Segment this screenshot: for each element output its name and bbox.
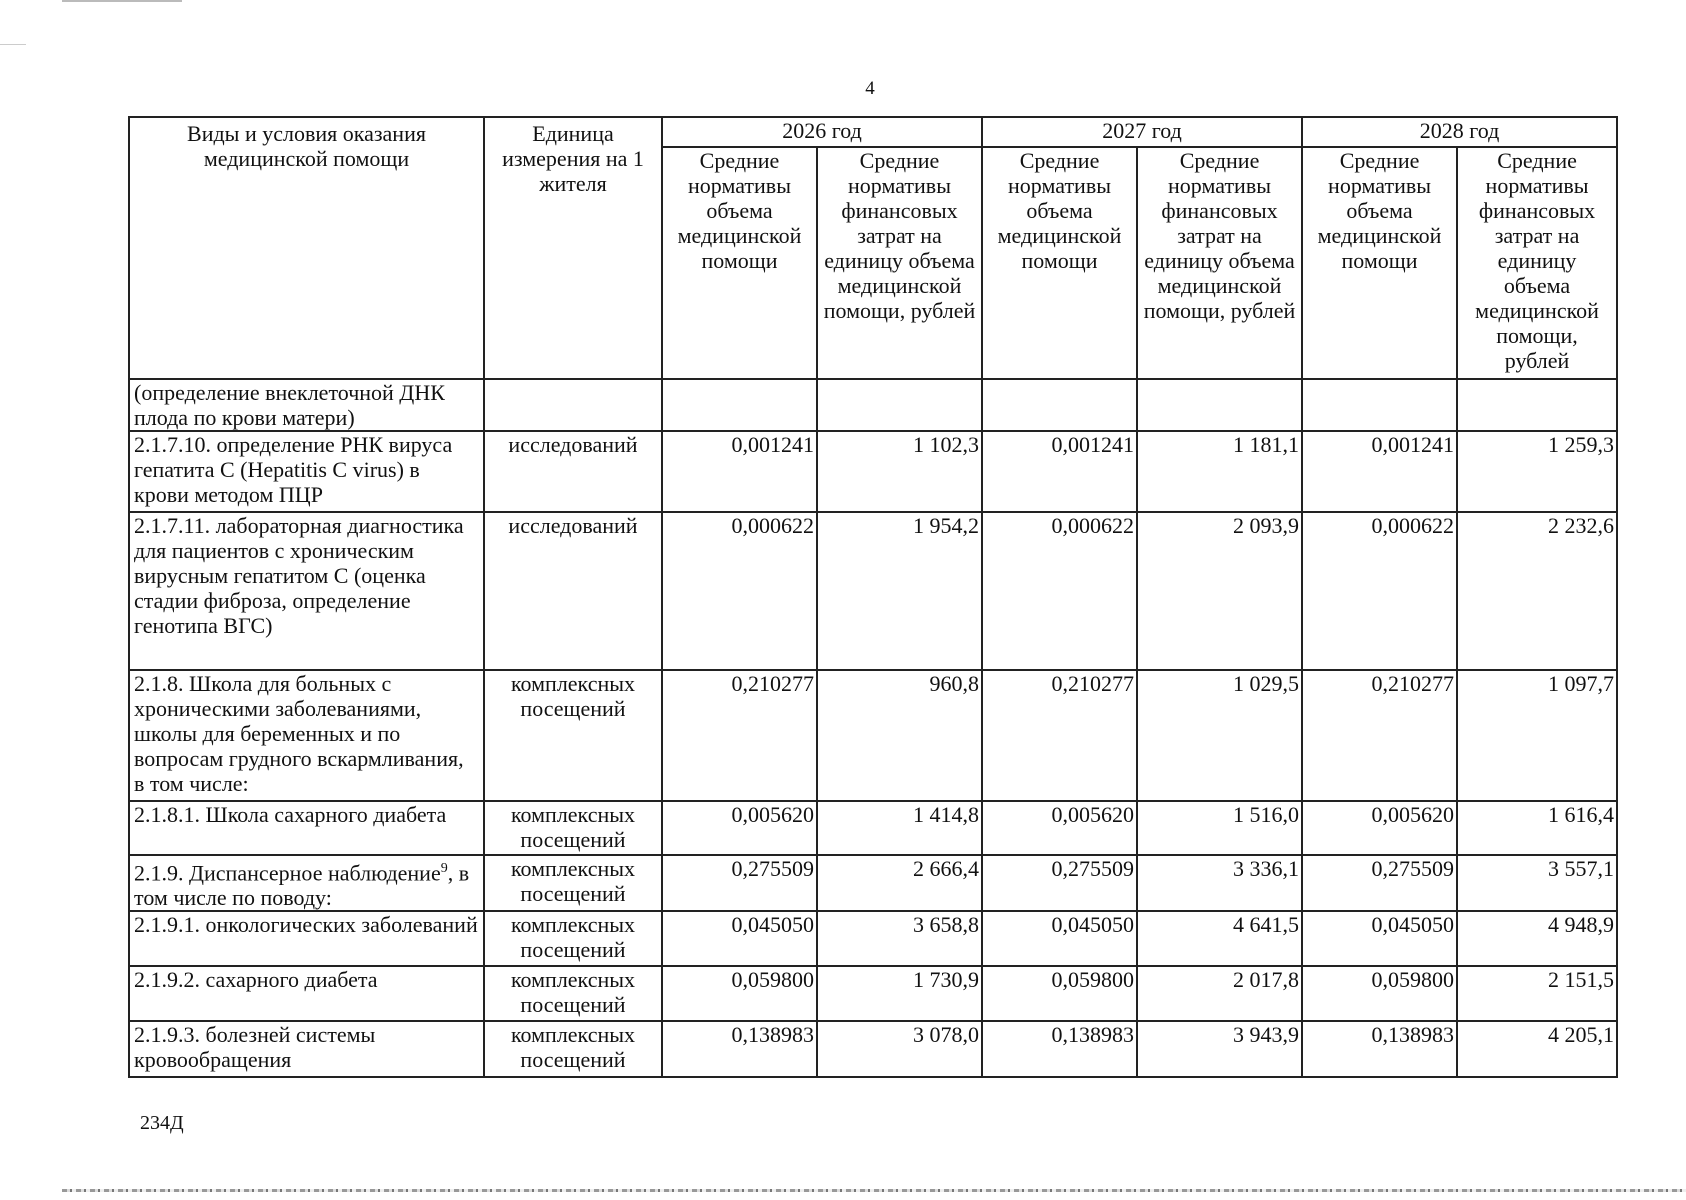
row-unit: исследований [484, 512, 662, 670]
cell-c2026: 1 954,2 [817, 512, 982, 670]
row-name-text: 2.1.8. Школа для больных с хроническими заболеваниями, школы для беременных и по вопросам грудного вскармливания, в том числе: [134, 671, 464, 796]
cell-v2028: 0,000622 [1302, 512, 1457, 670]
cell-v2028: 0,275509 [1302, 855, 1457, 911]
header-row-years [129, 117, 1617, 147]
cell-v2026: 0,045050 [662, 911, 817, 966]
row-name [129, 801, 484, 855]
cell-v2026: 0,005620 [662, 801, 817, 855]
cell-c2026: 1 102,3 [817, 431, 982, 512]
cell-v2028 [1302, 379, 1457, 431]
row-name [129, 379, 484, 431]
row-unit: комплексных посещений [484, 1021, 662, 1077]
row-unit: комплексных посещений [484, 670, 662, 801]
cell-c2026: 960,8 [817, 670, 982, 801]
cell-c2027: 1 516,0 [1137, 801, 1302, 855]
table-row [129, 512, 1617, 670]
row-name [129, 1021, 484, 1077]
cell-c2027 [1137, 379, 1302, 431]
cell-c2028: 3 557,1 [1457, 855, 1617, 911]
table-row [129, 431, 1617, 512]
scan-left-tick [0, 44, 26, 45]
cell-v2027 [982, 379, 1137, 431]
header-unit: Единица измерения на 1 жителя [484, 117, 662, 379]
cell-c2028: 4 205,1 [1457, 1021, 1617, 1077]
cell-v2028: 0,001241 [1302, 431, 1457, 512]
row-name [129, 431, 484, 512]
scan-top-rule [62, 0, 182, 2]
cell-c2026: 1 730,9 [817, 966, 982, 1021]
page-number: 4 [865, 78, 875, 99]
cell-v2027: 0,001241 [982, 431, 1137, 512]
row-name-text: 2.1.9. Диспансерное наблюдение [134, 860, 441, 886]
cell-c2027: 4 641,5 [1137, 911, 1302, 966]
cell-c2026: 2 666,4 [817, 855, 982, 911]
row-unit: комплексных посещений [484, 801, 662, 855]
header-cost-2026: Средние нормативы финансовых затрат на единицу объема медицинской помощи, рублей [817, 147, 982, 379]
cell-c2026: 3 078,0 [817, 1021, 982, 1077]
cell-c2028: 2 151,5 [1457, 966, 1617, 1021]
cell-v2027: 0,275509 [982, 855, 1137, 911]
header-year-2026: 2026 год [662, 117, 982, 147]
cell-v2027: 0,059800 [982, 966, 1137, 1021]
row-unit: комплексных посещений [484, 966, 662, 1021]
cell-c2028: 1 259,3 [1457, 431, 1617, 512]
table-row [129, 1021, 1617, 1077]
row-name-text: 2.1.9.2. сахарного диабета [134, 967, 378, 993]
normatives-table [128, 116, 1618, 1078]
table-row [129, 801, 1617, 855]
cell-c2028: 4 948,9 [1457, 911, 1617, 966]
header-cost-2027: Средние нормативы финансовых затрат на единицу объема медицинской помощи, рублей [1137, 147, 1302, 379]
cell-c2026: 3 658,8 [817, 911, 982, 966]
header-volume-2026: Средние нормативы объема медицинской помощи [662, 147, 817, 379]
table-row [129, 670, 1617, 801]
row-name-text: 2.1.9.3. болезней системы кровообращения [134, 1022, 376, 1073]
cell-v2028: 0,005620 [1302, 801, 1457, 855]
cell-c2028: 1 097,7 [1457, 670, 1617, 801]
row-unit: комплексных посещений [484, 911, 662, 966]
row-name-text: 2.1.8.1. Школа сахарного диабета [134, 802, 447, 827]
cell-v2026: 0,275509 [662, 855, 817, 911]
row-name [129, 966, 484, 1021]
cell-v2027: 0,045050 [982, 911, 1137, 966]
table-row [129, 966, 1617, 1021]
cell-v2026: 0,138983 [662, 1021, 817, 1077]
cell-v2028: 0,210277 [1302, 670, 1457, 801]
cell-c2027: 3 943,9 [1137, 1021, 1302, 1077]
row-unit [484, 379, 662, 431]
cell-v2026: 0,001241 [662, 431, 817, 512]
cell-c2027: 2 093,9 [1137, 512, 1302, 670]
row-name-text: 2.1.7.11. лабораторная диагностика для пациентов с хроническим вирусным гепатитом С (оценка стадии фиброза, определение генотипа ВГС) [134, 513, 464, 638]
cell-c2027: 1 181,1 [1137, 431, 1302, 512]
row-name-text: 2.1.9.1. онкологических заболеваний [134, 912, 478, 938]
header-year-2027: 2027 год [982, 117, 1302, 147]
footnote-ref: 9 [440, 861, 448, 876]
row-name [129, 670, 484, 801]
footer-code: 234Д [140, 1112, 184, 1134]
cell-v2027: 0,210277 [982, 670, 1137, 801]
cell-c2026: 1 414,8 [817, 801, 982, 855]
cell-c2028 [1457, 379, 1617, 431]
header-cost-2028: Средние нормативы финансовых затрат на единицу объема медицинской помощи, рублей [1457, 147, 1617, 379]
row-name [129, 911, 484, 966]
cell-v2026 [662, 379, 817, 431]
table-row [129, 855, 1617, 911]
cell-c2027: 1 029,5 [1137, 670, 1302, 801]
cell-v2026: 0,059800 [662, 966, 817, 1021]
cell-v2028: 0,045050 [1302, 911, 1457, 966]
cell-v2027: 0,005620 [982, 801, 1137, 855]
scan-bottom-rule [62, 1189, 1686, 1192]
row-name [129, 855, 484, 911]
cell-v2026: 0,000622 [662, 512, 817, 670]
cell-v2027: 0,000622 [982, 512, 1137, 670]
cell-v2026: 0,210277 [662, 670, 817, 801]
row-name-text: 2.1.7.10. определение РНК вируса гепатита С (Hepatitis C virus) в крови методом ПЦР [134, 432, 453, 507]
cell-c2027: 3 336,1 [1137, 855, 1302, 911]
row-unit: исследований [484, 431, 662, 512]
header-kind: Виды и условия оказания медицинской помощи [129, 117, 484, 379]
cell-c2027: 2 017,8 [1137, 966, 1302, 1021]
cell-c2026 [817, 379, 982, 431]
header-volume-2027: Средние нормативы объема медицинской помощи [982, 147, 1137, 379]
cell-c2028: 2 232,6 [1457, 512, 1617, 670]
row-name [129, 512, 484, 670]
cell-c2028: 1 616,4 [1457, 801, 1617, 855]
table-row [129, 911, 1617, 966]
table-row [129, 379, 1617, 431]
cell-v2028: 0,059800 [1302, 966, 1457, 1021]
row-name-tail: , в том числе по поводу: [134, 860, 470, 911]
header-volume-2028: Средние нормативы объема медицинской помощи [1302, 147, 1457, 379]
row-unit: комплексных посещений [484, 855, 662, 911]
header-year-2028: 2028 год [1302, 117, 1617, 147]
cell-v2028: 0,138983 [1302, 1021, 1457, 1077]
cell-v2027: 0,138983 [982, 1021, 1137, 1077]
row-name-text: (определение внеклеточной ДНК плода по крови матери) [134, 380, 445, 430]
